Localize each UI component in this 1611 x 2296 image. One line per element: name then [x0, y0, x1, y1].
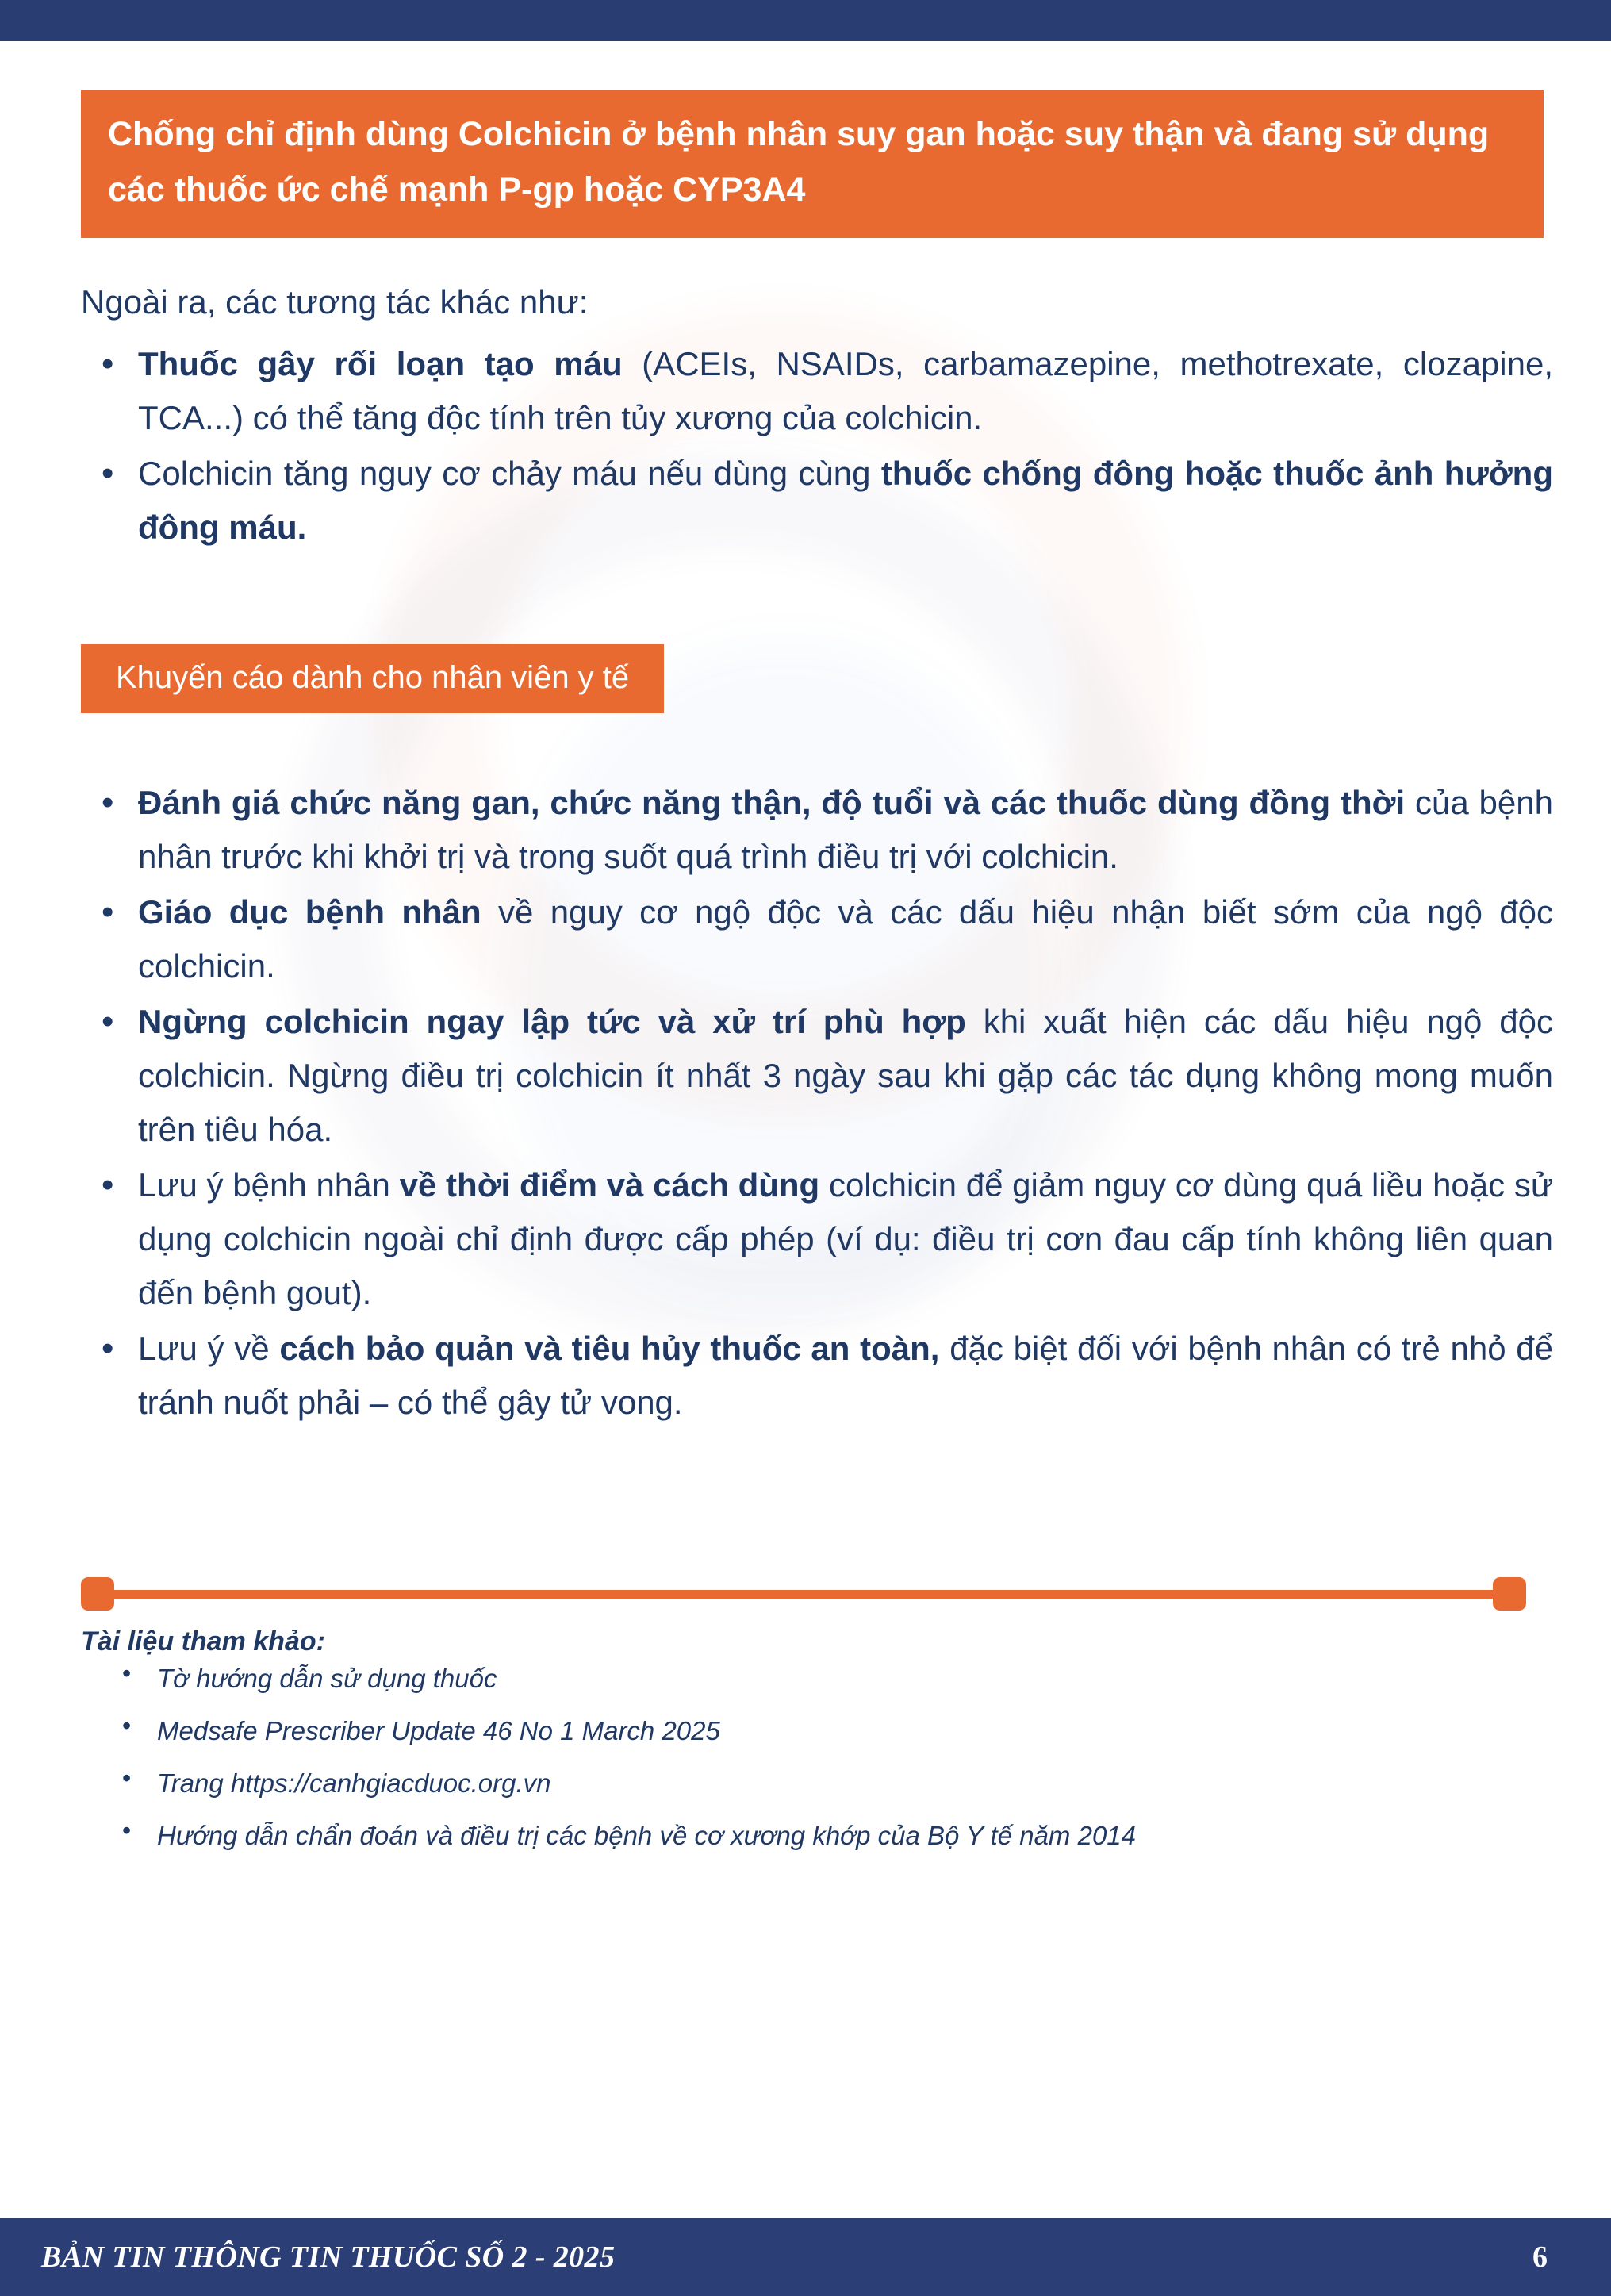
list-item-bold-lead: Thuốc gây rối loạn tạo máu	[138, 344, 623, 382]
section-divider	[81, 1577, 1526, 1612]
references-section	[81, 1626, 1548, 1875]
list-item: • Trang https://canhgiacduoc.org.vn	[81, 1770, 1548, 1796]
list-item-bold-tail: thuốc chống đông hoặc thuốc ảnh hưởng đông máu.	[138, 454, 1553, 546]
list-item-prefix: Lưu ý về	[138, 1330, 280, 1368]
list-item-text: khi xuất hiện các dấu hiệu ngộ độc colchicin. Ngừng điều trị colchicin ít nhất 3 ngày sau khi gặp các tác dụng không mong muốn trên tiêu hóa.	[138, 1003, 1553, 1149]
footer-page-number: 6	[1532, 2240, 1548, 2274]
list-item	[73, 1322, 1553, 1430]
list-item-text: (ACEIs, NSAIDs, carbamazepine, methotrexate, clozapine, TCA...) có thể tăng độc tính trên tủy xương của colchicin.	[138, 344, 1553, 436]
list-item	[73, 885, 1553, 993]
list-item-text: của bệnh nhân trước khi khởi trị và trong suốt quá trình điều trị với colchicin.	[138, 784, 1553, 876]
list-item	[73, 995, 1553, 1157]
references-list	[81, 1665, 1548, 1849]
list-item-bold-mid: về thời điểm và cách dùng	[399, 1166, 820, 1204]
list-item-bold-lead: Giáo dục bệnh nhân	[138, 893, 481, 931]
footer-bulletin-title: BẢN TIN THÔNG TIN THUỐC SỐ 2 - 2025	[41, 2240, 616, 2274]
divider-cap-right-icon	[1493, 1577, 1526, 1611]
interactions-section	[73, 279, 1553, 556]
list-item-text: về nguy cơ ngộ độc và các dấu hiệu nhận biết sớm của ngộ độc colchicin.	[138, 893, 1553, 985]
list-item-bold-lead: Đánh giá chức năng gan, chức năng thận, độ tuổi và các thuốc dùng đồng thời	[138, 784, 1406, 821]
interactions-lead-text: Ngoài ra, các tương tác khác như:	[81, 283, 589, 321]
divider-rule	[92, 1590, 1515, 1599]
list-item: • Medsafe Prescriber Update 46 No 1 March 2025	[81, 1718, 1548, 1744]
list-item-text: đặc biệt đối với bệnh nhân có trẻ nhỏ để tránh nuốt phải – có thể gây tử vong.	[138, 1330, 1554, 1422]
list-item: • Tờ hướng dẫn sử dụng thuốc	[81, 1665, 1548, 1691]
references-title: Tài liệu tham khảo:	[81, 1626, 325, 1657]
contraindication-title-banner: Chống chỉ định dùng Colchicin ở bệnh nhân suy gan hoặc suy thận và đang sử dụng các thuốc ức chế mạnh P-gp hoặc CYP3A4	[81, 90, 1544, 238]
list-item	[73, 776, 1553, 884]
recommendations-section	[73, 776, 1553, 1431]
list-item-text: colchicin để giảm nguy cơ dùng quá liều hoặc sử dụng colchicin ngoài chỉ định được cấp phép (ví dụ: điều trị cơn đau cấp tính không liên quan đến bệnh gout).	[138, 1166, 1553, 1312]
list-item-bold-lead: Ngừng colchicin ngay lập tức và xử trí phù hợp	[138, 1003, 966, 1041]
list-item-text: Colchicin tăng nguy cơ chảy máu nếu dùng cùng	[138, 454, 881, 492]
healthcare-staff-recommendation-badge: Khuyến cáo dành cho nhân viên y tế	[81, 644, 664, 713]
list-item-prefix: Lưu ý bệnh nhân	[138, 1166, 400, 1204]
list-item-bold-mid: cách bảo quản và tiêu hủy thuốc an toàn,	[279, 1330, 940, 1368]
page-footer	[0, 2218, 1611, 2296]
list-item	[73, 1158, 1553, 1320]
list-item: • Hướng dẫn chẩn đoán và điều trị các bệnh về cơ xương khớp của Bộ Y tế năm 2014	[81, 1822, 1548, 1849]
list-item	[73, 447, 1553, 555]
list-item	[73, 337, 1553, 445]
recommendations-list	[73, 776, 1553, 1430]
top-accent-band	[0, 0, 1611, 41]
interactions-list	[73, 337, 1553, 555]
